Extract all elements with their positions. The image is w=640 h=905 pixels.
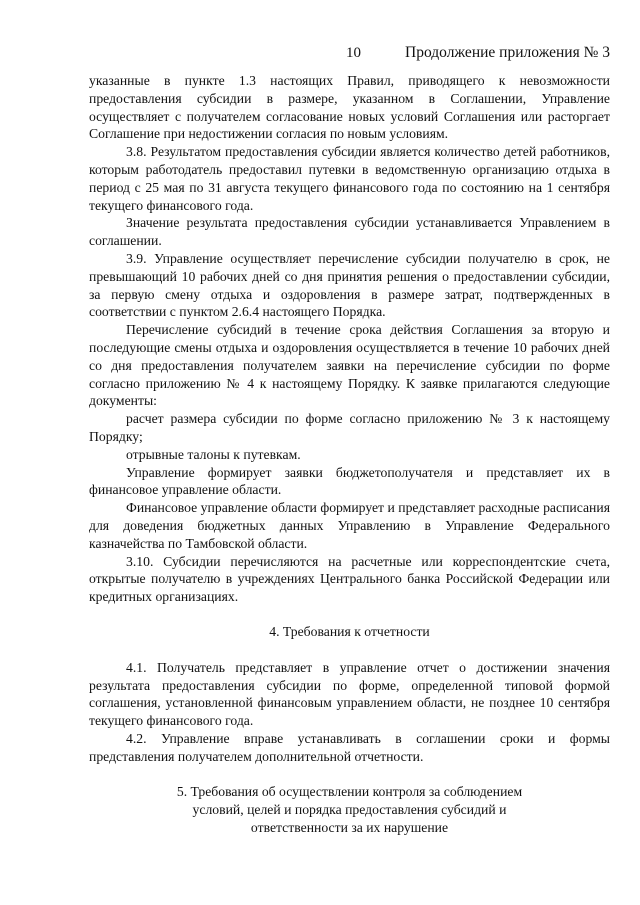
section-heading: 4. Требования к отчетности <box>269 623 430 639</box>
appendix-continuation: Продолжение приложения № 3 <box>405 44 610 61</box>
paragraph: Управление формирует заявки бюджетополучателя и представляет их в финансовое управление области. <box>89 464 610 498</box>
paragraph: 3.10. Субсидии перечисляются на расчетные или корреспондентские счета, открытые получателю в учреждениях Центрального банка Российской Федерации или кредитных организациях. <box>89 553 610 605</box>
paragraph: Перечисление субсидий в течение срока действия Соглашения за вторую и последующие смены отдыха и оздоровления осуществляется в течение 10 рабочих дней со дня предоставления получателем заявки на перечисление субсидии по форме согласно приложению № 4 к настоящему Порядку. К заявке прилагаются следующие документы: <box>89 322 610 409</box>
paragraph: 3.8. Результатом предоставления субсидии является количество детей работников, которым работодатель предоставил путевки в ведомственную организацию отдыха в период с 25 мая по 31 августа текущего финансового года по состоянию на 1 сентября текущего финансового года. <box>89 144 610 213</box>
paragraph: расчет размера субсидии по форме согласно приложению № 3 к настоящему Порядку; <box>89 411 610 444</box>
page-number: 10 <box>346 45 361 61</box>
paragraph: Финансовое управление области формирует и представляет расходные расписания для доведения бюджетных данных Управлению в Управление Федерального казначейства по Тамбовской области. <box>89 500 610 551</box>
section-heading-line: 5. Требования об осуществлении контроля за соблюдением <box>176 784 523 800</box>
paragraph: отрывные талоны к путевкам. <box>126 446 301 462</box>
document-body <box>89 72 610 837</box>
paragraph: указанные в пункте 1.3 настоящих Правил, приводящего к невозможности предоставления субсидии в размере, указанном в Соглашении, Управление осуществляет с получателем согласование новых условий Соглашения или расторгает Соглашение при недостижении согласия по новым условиям. <box>89 73 610 142</box>
paragraph: 4.1. Получатель представляет в управление отчет о достижении значения результата предоставления субсидии по форме, определенной типовой формой соглашения, установленной финансовым управлением области, не позднее 10 сентября текущего финансового года. <box>89 659 610 729</box>
section-heading-line: условий, целей и порядка предоставления субсидий и <box>192 802 507 818</box>
paragraph: 4.2. Управление вправе устанавливать в соглашении сроки и формы представления получателем дополнительной отчетности. <box>89 730 610 764</box>
section-heading-line: ответственности за их нарушение <box>250 820 449 836</box>
paragraph: Значение результата предоставления субсидии устанавливается Управлением в соглашении. <box>89 215 610 249</box>
paragraph: 3.9. Управление осуществляет перечисление субсидии получателю в срок, не превышающий 10 рабочих дней со дня принятия решения о предоставлении субсидии, за первую смену отдыха и оздоровления в размере затрат, подтвержденных в соответствии с пунктом 2.6.4 настоящего Порядка. <box>89 250 610 320</box>
page-header <box>0 42 640 64</box>
section-heading <box>89 783 610 836</box>
